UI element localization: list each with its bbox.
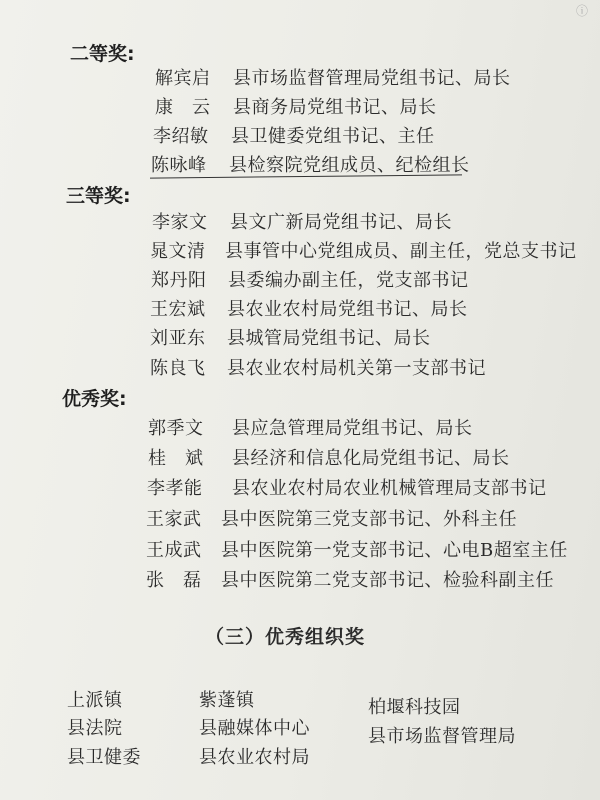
awardee-name: 李绍敏 <box>153 126 209 147</box>
awardee-title: 县城管局党组书记、局长 <box>227 328 431 349</box>
awardee-name: 陈良飞 <box>150 358 206 379</box>
third-prize-row-2 <box>150 237 577 263</box>
org-award-item: 柏堰科技园 <box>368 697 461 718</box>
second-prize-row-1 <box>155 64 511 90</box>
awardee-title: 县农业农村局农业机械管理局支部书记 <box>232 478 547 499</box>
awardee-name: 晁文清 <box>150 241 206 262</box>
second-prize-row-4 <box>151 151 470 177</box>
org-award-item: 县卫健委 <box>67 747 141 768</box>
org-award-item: 县农业农村局 <box>199 747 310 768</box>
third-prize-heading: 三等奖: <box>66 185 131 207</box>
awardee-title: 县经济和信息化局党组书记、局长 <box>232 448 510 469</box>
awardee-title: 县中医院第一党支部书记、心电B超室主任 <box>221 540 568 561</box>
awardee-name: 郭季文 <box>148 418 204 439</box>
excellent-prize-row-6 <box>146 566 554 592</box>
awardee-name: 刘亚东 <box>150 328 206 349</box>
third-prize-row-5 <box>150 324 431 350</box>
awardee-title: 县商务局党组书记、局长 <box>233 97 437 118</box>
awardee-name: 郑丹阳 <box>151 270 207 291</box>
awardee-title: 县中医院第二党支部书记、检验科副主任 <box>221 570 554 591</box>
excellent-prize-heading: 优秀奖: <box>62 388 127 410</box>
second-prize-heading: 二等奖: <box>70 43 135 65</box>
awardee-title: 县检察院党组成员、纪检组长 <box>229 155 470 176</box>
awardee-title: 县市场监督管理局党组书记、局长 <box>233 68 511 89</box>
awardee-name: 桂 斌 <box>148 448 204 469</box>
third-prize-row-3 <box>151 266 469 292</box>
excellent-prize-row-4 <box>146 505 517 531</box>
awardee-title: 县应急管理局党组书记、局长 <box>232 418 473 439</box>
excellent-prize-row-3 <box>147 474 547 500</box>
awardee-name: 王家武 <box>146 509 202 530</box>
awardee-name: 康 云 <box>155 97 211 118</box>
org-award-item: 县市场监督管理局 <box>368 726 516 747</box>
awardee-name: 解宾启 <box>155 68 211 89</box>
awardee-title: 县文广新局党组书记、局长 <box>230 212 452 233</box>
awardee-name: 王成武 <box>146 540 202 561</box>
awardee-title: 县卫健委党组书记、主任 <box>231 126 435 147</box>
awardee-title: 县事管中心党组成员、副主任，党总支书记 <box>225 241 577 262</box>
awardee-title: 县农业农村局机关第一支部书记 <box>227 358 486 379</box>
awardee-title: 县农业农村局党组书记、局长 <box>227 299 468 320</box>
excellent-prize-row-2 <box>148 444 510 470</box>
awardee-name: 张 磊 <box>146 570 202 591</box>
awardee-title: 县委编办副主任，党支部书记 <box>228 270 469 291</box>
corner-mark: ⓘ <box>575 4 588 18</box>
awardee-title: 县中医院第三党支部书记、外科主任 <box>221 509 517 530</box>
third-prize-row-1 <box>152 208 452 234</box>
excellent-prize-row-1 <box>148 414 473 440</box>
org-award-item: 紫蓬镇 <box>199 690 255 711</box>
org-award-item: 上派镇 <box>67 690 123 711</box>
awardee-name: 王宏斌 <box>150 299 206 320</box>
third-prize-row-4 <box>150 295 468 321</box>
awardee-name: 陈咏峰 <box>151 155 207 176</box>
org-award-item: 县融媒体中心 <box>199 718 310 739</box>
second-prize-row-2 <box>155 93 437 119</box>
second-prize-row-3 <box>153 122 435 148</box>
awardee-name: 李孝能 <box>147 478 203 499</box>
awardee-name: 李家文 <box>152 212 208 233</box>
org-award-title: （三）优秀组织奖 <box>205 626 366 648</box>
excellent-prize-row-5 <box>146 536 568 562</box>
org-award-item: 县法院 <box>67 718 123 739</box>
third-prize-row-6 <box>150 354 486 380</box>
